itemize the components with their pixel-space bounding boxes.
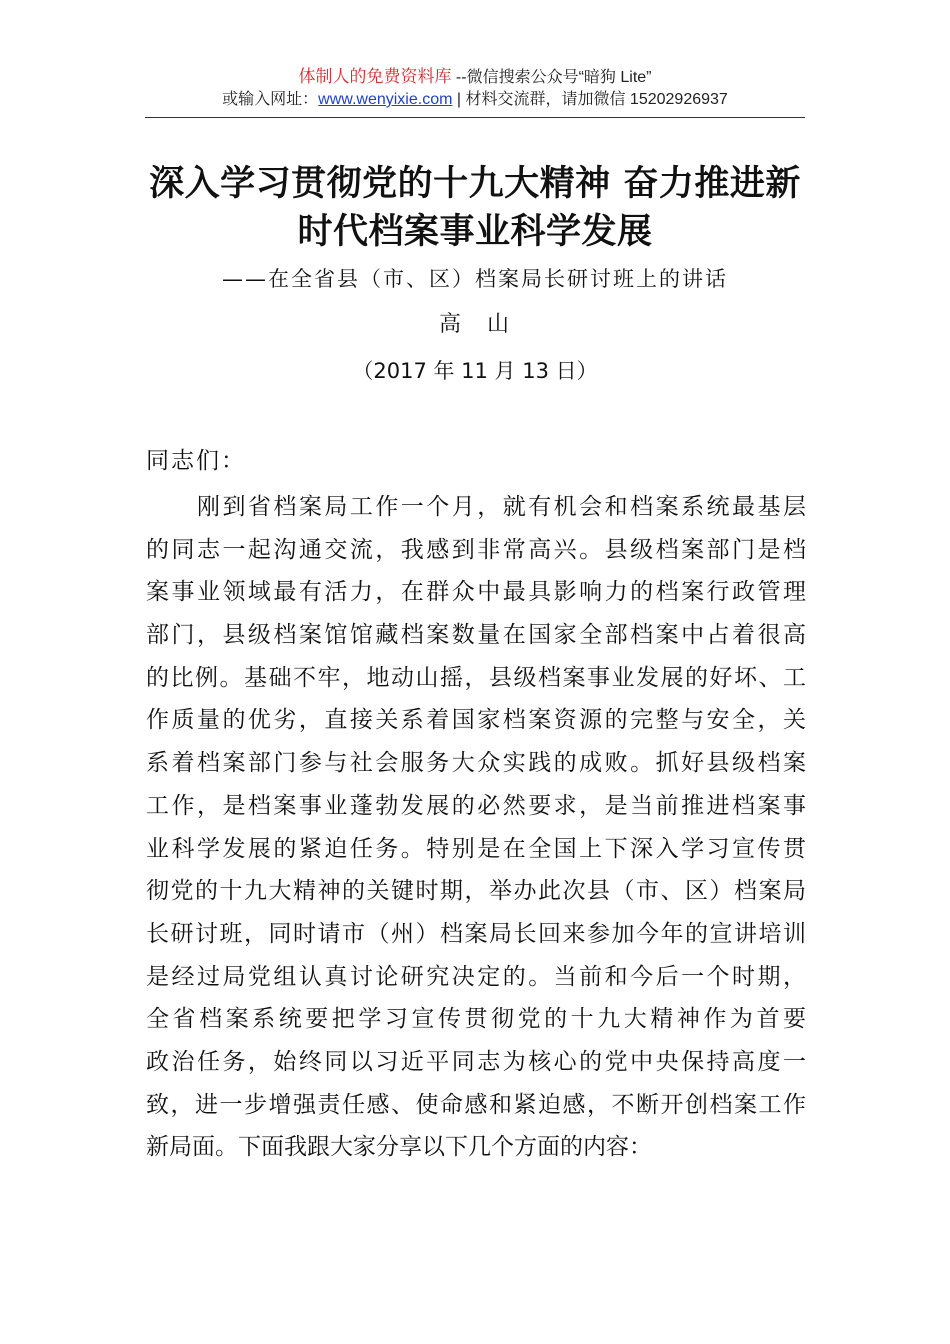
paragraph-line: 工作，是档案事业蓬勃发展的必然要求，是当前推进档案事 [146,792,806,819]
body-paragraph [146,486,806,1169]
paragraph-line: 系着档案部门参与社会服务大众实践的成败。抓好县级档案 [146,750,806,777]
document-subtitle: ——在全省县（市、区）档案局长研讨班上的讲话 [222,267,728,291]
paragraph-line: 作质量的优劣，直接关系着国家档案资源的完整与安全，关 [146,707,806,734]
salutation: 同志们： [146,448,246,474]
page-header [145,66,805,111]
paragraph-line: 刚到省档案局工作一个月，就有机会和档案系统最基层 [146,494,806,520]
paragraph-line: 案事业领域最有活力，在群众中最具影响力的档案行政管理 [146,579,806,606]
author-name: 高 山 [438,312,511,337]
paragraph-line: 长研讨班，同时请市（州）档案局长回来参加今年的宣讲培训 [146,920,806,947]
group-note: | 材料交流群，请加微信 15202926937 [452,91,728,108]
paragraph-line: 部门，县级档案馆馆藏档案数量在国家全部档案中占着很高 [146,622,806,649]
paragraph-line: 业科学发展的紧迫任务。特别是在全国上下深入学习宣传贯 [146,835,806,862]
paragraph-line: 是经过局党组认真讨论研究决定的。当前和今后一个时期， [146,963,806,990]
speech-date: （2017 年 11 月 13 日） [352,359,598,383]
paragraph-line: 彻党的十九大精神的关键时期，举办此次县（市、区）档案局 [146,878,806,905]
title-line-2: 时代档案事业科学发展 [297,211,653,252]
header-line-2 [145,89,805,111]
brand-name: 体制人的免费资料库 [298,67,452,86]
document-title [120,160,830,256]
header-divider [145,117,805,118]
wechat-note: --微信搜索公众号“暗狗 Lite” [451,69,652,86]
paragraph-line: 的比例。基础不牢，地动山摇，县级档案事业发展的好坏、工 [146,664,806,691]
website-link[interactable]: www.wenyixie.com [318,91,453,108]
url-prefix: 或输入网址： [222,91,319,108]
paragraph-line: 致，进一步增强责任感、使命感和紧迫感，不断开创档案工作 [146,1091,806,1118]
paragraph-line: 政治任务，始终同以习近平同志为核心的党中央保持高度一 [146,1048,806,1075]
header-line-1 [145,66,805,89]
paragraph-line: 全省档案系统要把学习宣传贯彻党的十九大精神作为首要 [146,1006,806,1033]
paragraph-line: 的同志一起沟通交流，我感到非常高兴。县级档案部门是档 [146,536,806,563]
paragraph-line: 新局面。下面我跟大家分享以下几个方面的内容： [146,1134,652,1161]
title-line-1: 深入学习贯彻党的十九大精神 奋力推进新 [149,163,801,204]
